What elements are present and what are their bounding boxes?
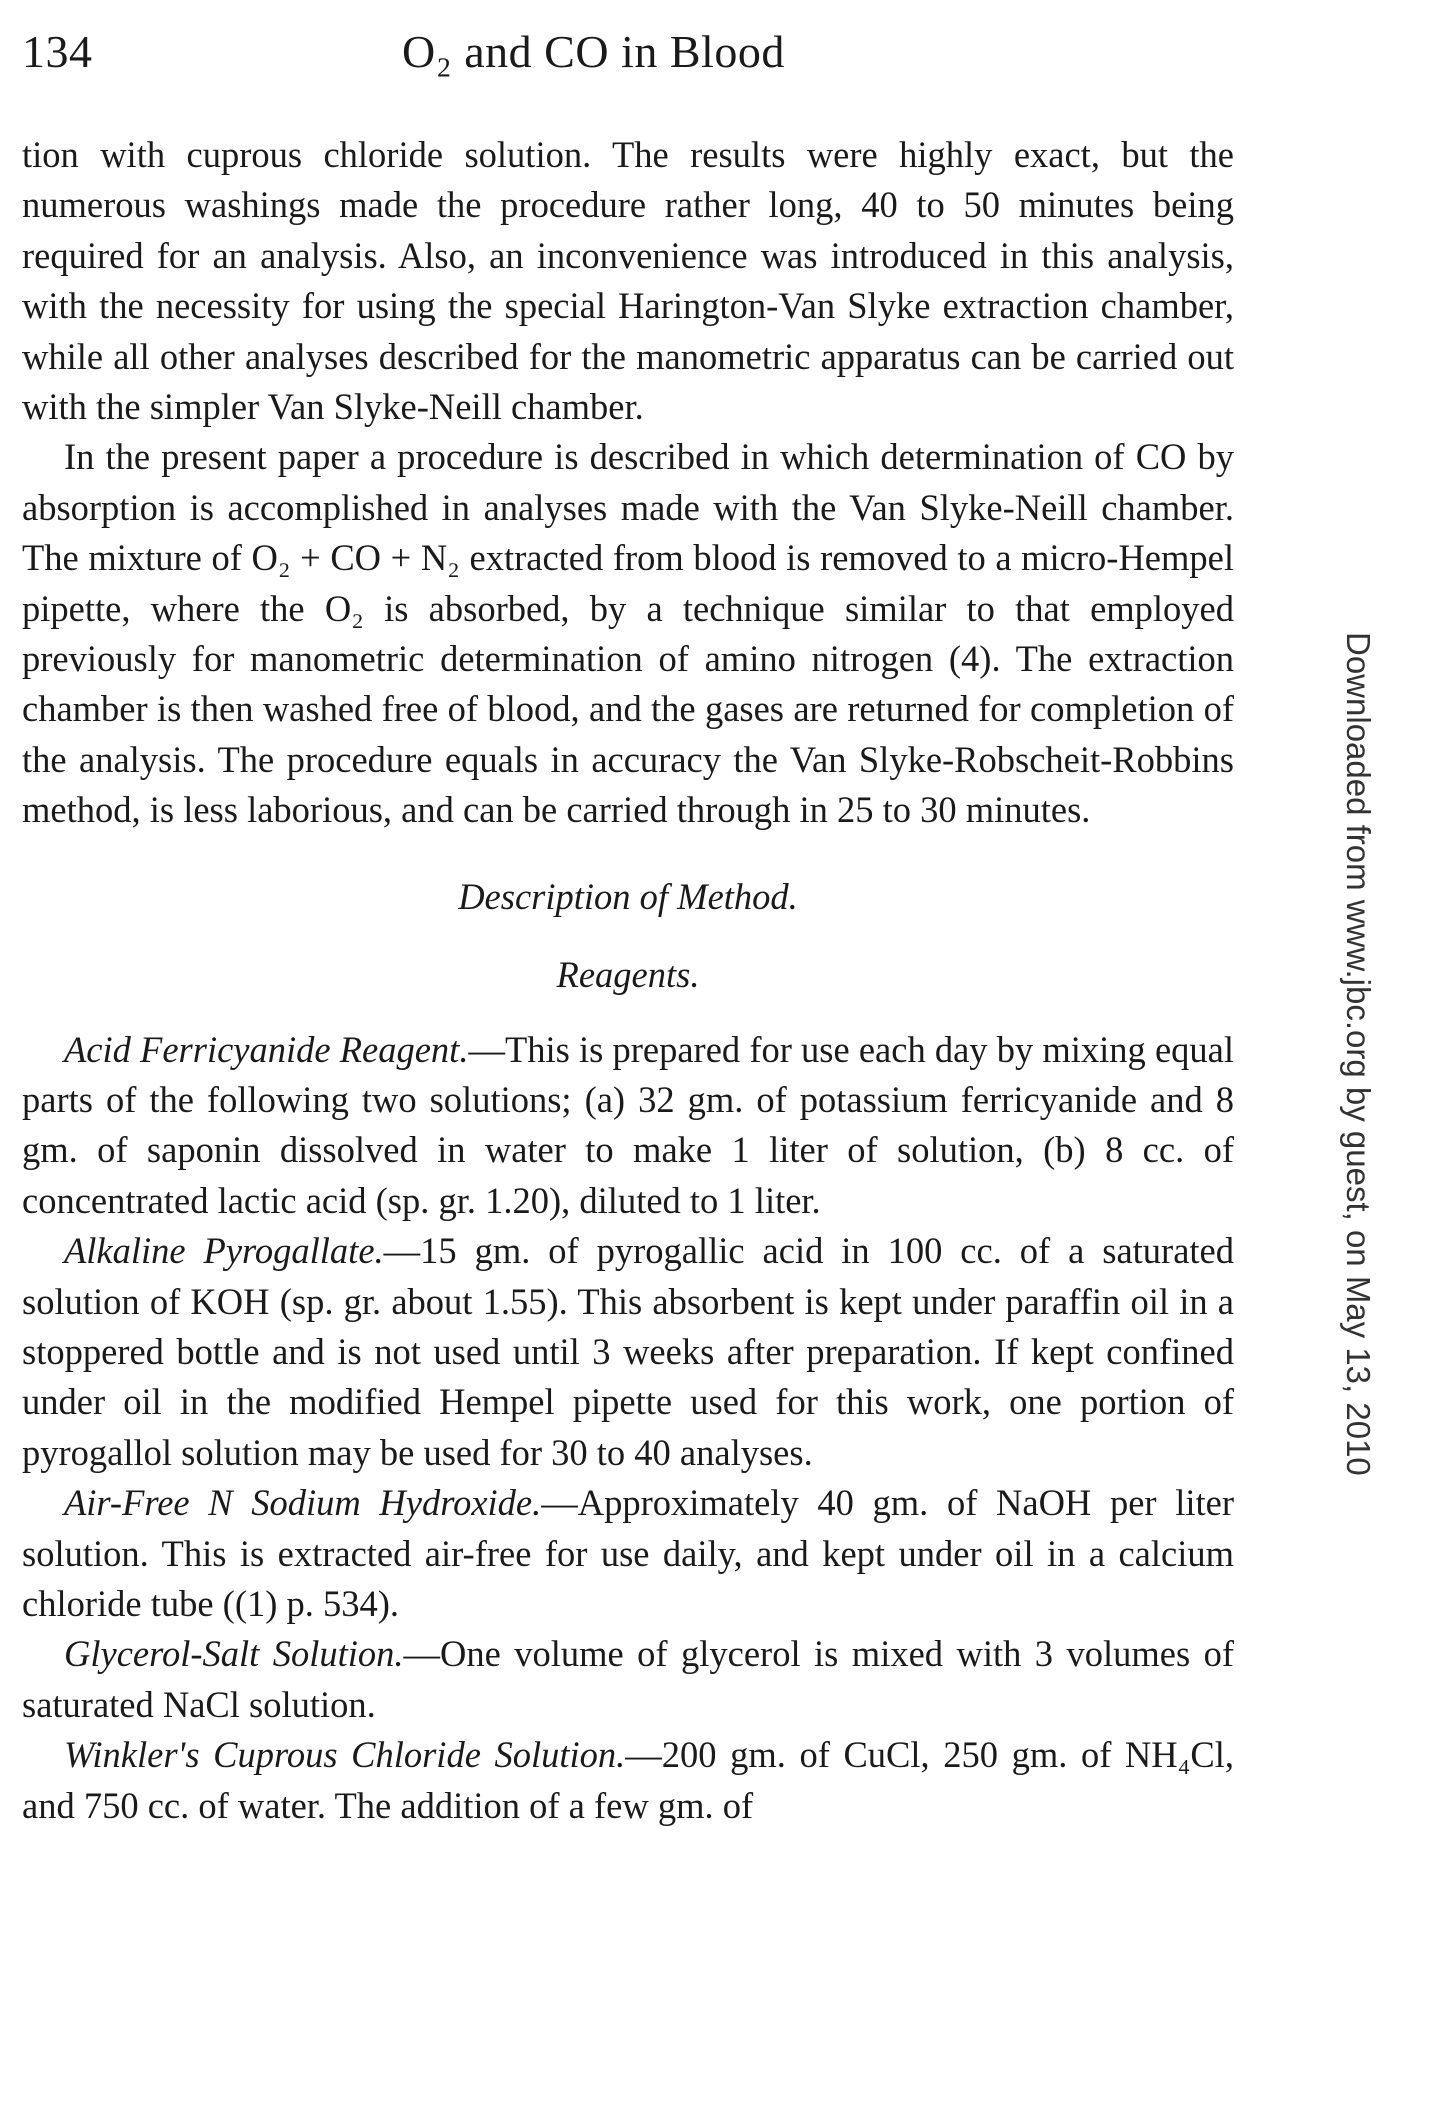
reagent-paragraph	[22, 1478, 1234, 1629]
reagent-description: —One volume of glycerol is mixed with 3 volumes of saturated NaCl solution.	[22, 1633, 1235, 1725]
reagent-description: —This is prepared for use each day by mixing equal parts of the following two solutions; (a) 32 gm. of potassium ferricyanide and 8 gm. of saponin dissolved in water to make 1 liter of solution, (b) 8 cc. of concentrated lactic acid (sp. gr. 1.20), diluted to 1 liter.	[22, 1028, 1234, 1221]
reagent-name: Winkler's Cuprous Chloride Solution.	[64, 1734, 626, 1776]
running-title: O₂ and CO in Blood	[402, 26, 785, 77]
page-number: 134	[22, 26, 93, 77]
reagent-name: Air-Free N Sodium Hydroxide.	[64, 1482, 542, 1524]
download-notice-sidebar: Downloaded from www.jbc.org by guest, on May 13, 2010	[1340, 632, 1377, 1476]
reagent-paragraph	[22, 1226, 1234, 1478]
reagent-name: Alkaline Pyrogallate.	[64, 1230, 384, 1272]
page-header	[22, 22, 1282, 92]
article-body	[22, 130, 1234, 1831]
reagent-description: —15 gm. of pyrogallic acid in 100 cc. of a saturated solution of KOH (sp. gr. about 1.55). This absorbent is kept under paraffin oil in a stoppered bottle and is not used until 3 weeks after preparation. If kept confined under oil in the modified Hempel pipette used for this work, one portion of pyrogallol solution may be used for 30 to 40 analyses.	[22, 1230, 1234, 1473]
section-heading: Description of Method.	[458, 875, 798, 917]
paragraph-continuation: tion with cuprous chloride solution. The results were highly exact, but the numerous washings made the procedure rather long, 40 to 50 minutes being required for an analysis. Also, an inconvenience was introduced in this analysis, with the necessity for using the special Harington-Van Slyke extraction chamber, while all other analyses described for the manometric apparatus can be carried out with the simpler Van Slyke-Neill chamber.	[22, 134, 1234, 428]
reagent-description: —Approximately 40 gm. of NaOH per liter solution. This is extracted air-free for use daily, and kept under oil in a calcium chloride tube ((1) p. 534).	[22, 1482, 1234, 1624]
reagent-paragraph	[22, 1025, 1234, 1227]
subsection-heading: Reagents.	[556, 954, 700, 996]
reagent-paragraph	[22, 1629, 1234, 1730]
paragraph-method-summary: In the present paper a procedure is described in which determination of CO by absorption is accomplished in analyses made with the Van Slyke-Neill chamber. The mixture of O₂ + CO + N₂ extracted from blood is removed to a micro-Hempel pipette, where the O₂ is absorbed, by a technique similar to that employed previously for manometric determination of amino nitrogen (4). The extraction chamber is then washed free of blood, and the gases are returned for completion of the analysis. The procedure equals in accuracy the Van Slyke-Robscheit-Robbins method, is less laborious, and can be carried through in 25 to 30 minutes.	[22, 436, 1234, 831]
reagent-paragraph	[22, 1730, 1234, 1831]
reagent-description: —200 gm. of CuCl, 250 gm. of NH₄Cl, and 750 cc. of water. The addition of a few gm. of	[22, 1734, 1234, 1826]
reagent-name: Acid Ferricyanide Reagent.	[64, 1028, 469, 1070]
reagent-name: Glycerol-Salt Solution.	[64, 1633, 404, 1675]
